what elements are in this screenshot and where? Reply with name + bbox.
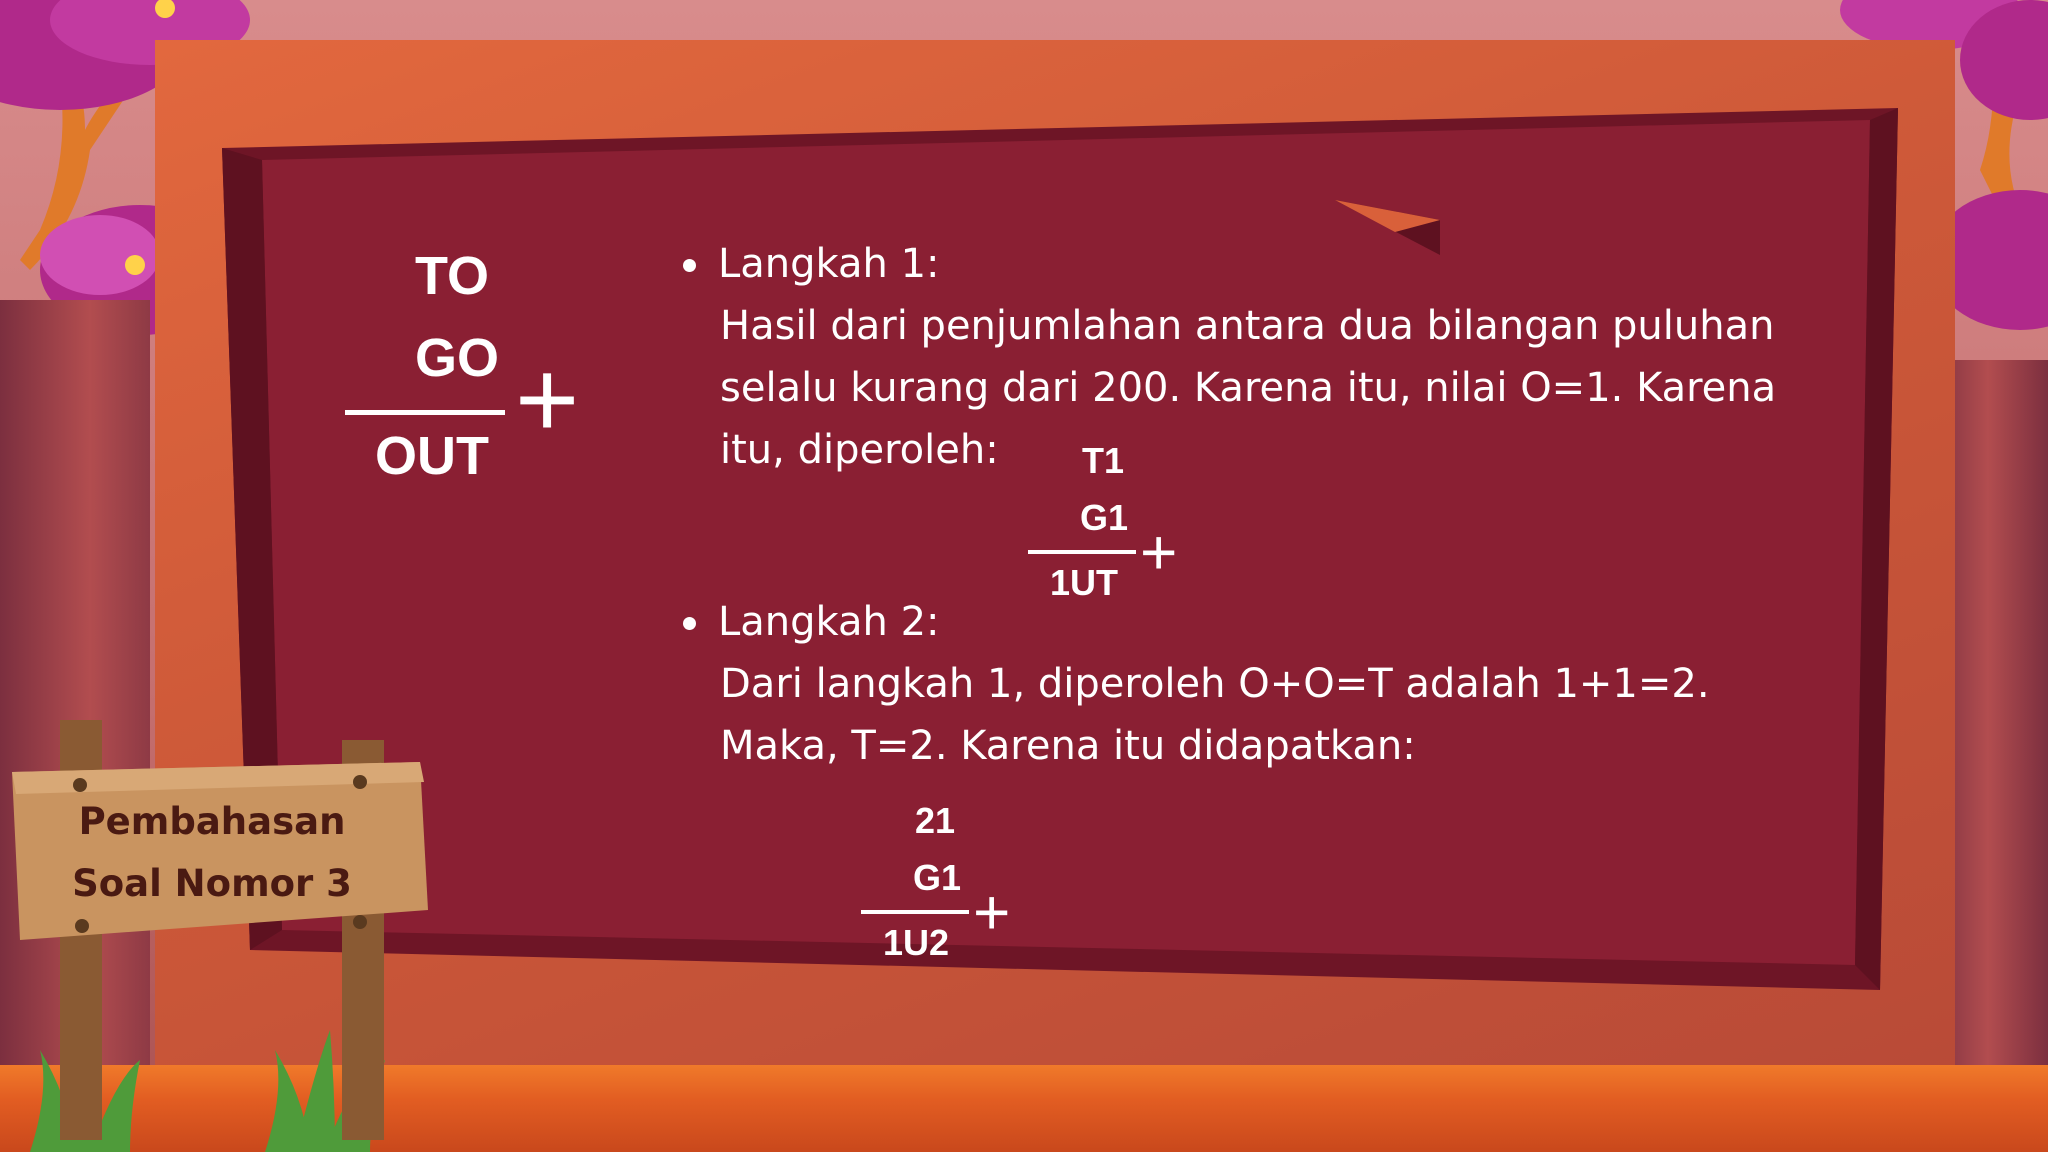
step1-sum-result: 1UT <box>1050 562 1119 603</box>
signboard-icon <box>0 710 440 1152</box>
sign-line2: Soal Nomor 3 <box>72 862 352 905</box>
plus-icon: + <box>973 876 1011 948</box>
step1-line1: Hasil dari penjumlahan antara dua bilangan puluhan <box>720 303 1775 349</box>
bullet-icon <box>683 259 696 272</box>
step2-sum <box>855 800 1035 970</box>
step2-sum-line1: 21 <box>915 800 956 841</box>
step2-sum-rule <box>861 910 969 914</box>
step2-sum-result: 1U2 <box>883 922 950 963</box>
sign-line1: Pembahasan <box>78 800 346 843</box>
step1-line3: itu, diperoleh: <box>720 427 999 473</box>
step1-sum-rule <box>1028 550 1136 554</box>
step1-sum-line2: G1 <box>1080 497 1129 538</box>
step2-title: Langkah 2: <box>718 599 940 645</box>
step2-sum-line2: G1 <box>913 857 962 898</box>
plus-icon: + <box>515 338 580 461</box>
problem-line1: TO <box>415 246 490 306</box>
plus-icon: + <box>1140 516 1178 588</box>
step1-sum <box>1020 440 1200 610</box>
sum-rule <box>345 410 505 415</box>
problem-result: OUT <box>375 426 489 486</box>
problem-line2: GO <box>415 328 500 388</box>
step1-title: Langkah 1: <box>718 241 940 287</box>
step1-line2: selalu kurang dari 200. Karena itu, nilai O=1. Karena <box>720 365 1777 411</box>
step2-line1: Dari langkah 1, diperoleh O+O=T adalah 1+1=2. <box>720 661 1710 707</box>
bullet-icon <box>683 617 696 630</box>
problem-sum <box>330 245 600 505</box>
step1-sum-line1: T1 <box>1082 440 1125 481</box>
step2-line2: Maka, T=2. Karena itu didapatkan: <box>720 723 1416 769</box>
